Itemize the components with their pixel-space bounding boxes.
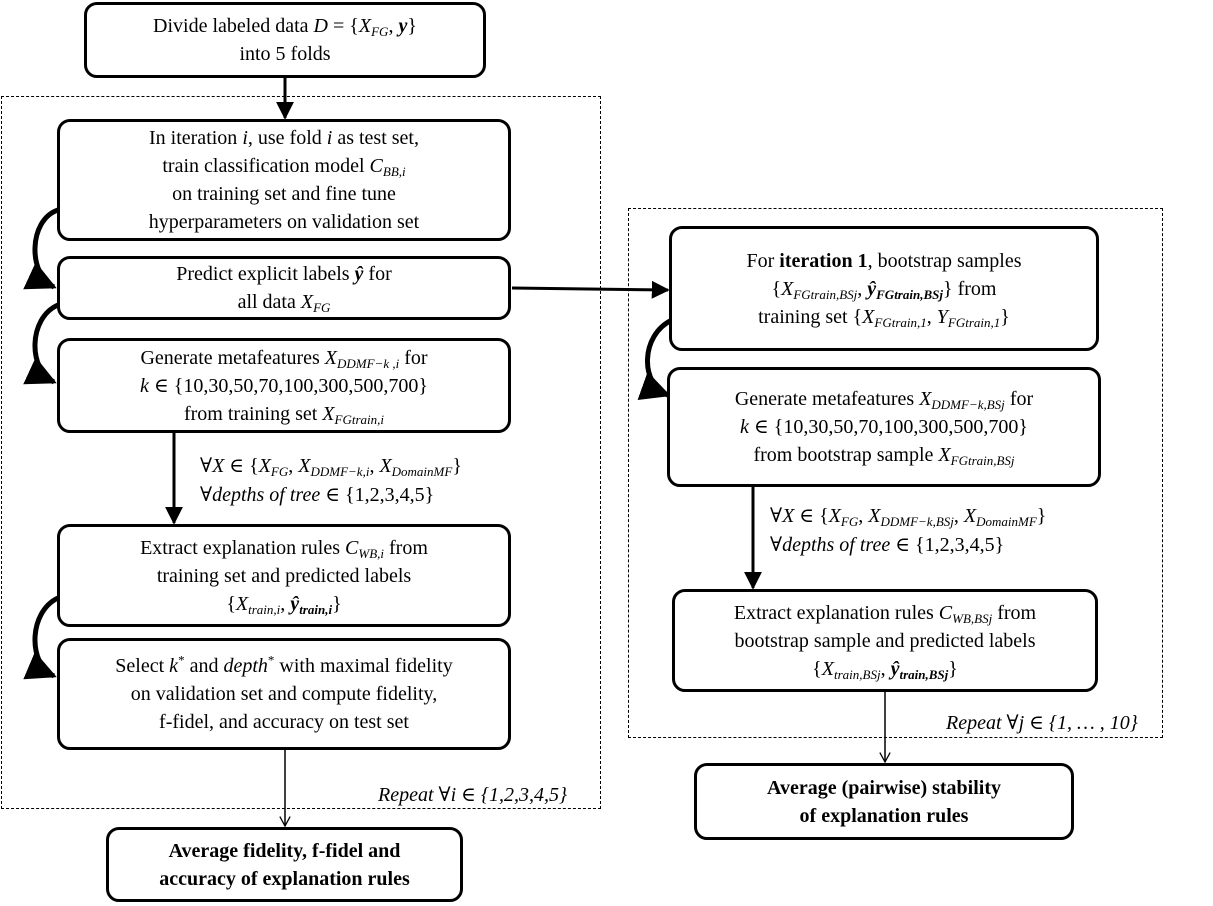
- select-hyperparameters-box: Select k* and depth* with maximal fidelity on validation set and compute fidelity, f-fidel, and accuracy on test set: [57, 638, 511, 750]
- train-model-box: In iteration i, use fold i as test set, train classification model $C_{BB,i}$ on training set and fine tune hyperparameters on validation set: [57, 119, 511, 241]
- average-fidelity-box: Average fidelity, f-fidel and accuracy of explanation rules: [106, 827, 463, 902]
- left-iteration-note: ∀X ∈ {$X_{FG}$, $X_{DDMF-k,i}$, $X_{DomainMF}$} ∀depths of tree ∈ {1,2,3,4,5}: [200, 455, 462, 506]
- right-repeat-label: Repeat ∀j ∈ {1, … , 10}: [946, 712, 1138, 734]
- extract-rules-bootstrap-box: Extract explanation rules $C_{WB,BSj}$ from bootstrap sample and predicted labels {$X_{train,BSj}$, $ŷ_{train,BSj}$}: [672, 589, 1098, 692]
- bootstrap-samples-box: For iteration 1, bootstrap samples {$X_{FGtrain,BSj}$, $ŷ_{FGtrain,BSj}$} from training set {$X_{FGtrain,1}$, $Y_{FGtrain,1}$}: [669, 226, 1099, 351]
- right-iteration-note: ∀X ∈ {$X_{FG}$, $X_{DDMF-k,BSj}$, $X_{DomainMF}$} ∀depths of tree ∈ {1,2,3,4,5}: [770, 505, 1047, 556]
- left-repeat-label: Repeat ∀i ∈ {1,2,3,4,5}: [378, 784, 567, 806]
- generate-metafeatures-bootstrap-box: Generate metafeatures $X_{DDMF-k,BSj}$ for k ∈ {10,30,50,70,100,300,500,700} from bootstrap sample $X_{FGtrain,BSj}$: [667, 367, 1101, 487]
- generate-metafeatures-box: Generate metafeatures $X_{DDMF-k ,i}$ for k ∈ {10,30,50,70,100,300,500,700} from training set $X_{FGtrain,i}$: [57, 338, 511, 433]
- predict-labels-box: Predict explicit labels ŷ for all data $X_{FG}$: [57, 256, 511, 320]
- extract-rules-box: Extract explanation rules $C_{WB,i}$ from training set and predicted labels {$X_{train,i}$, $ŷ_{train,i}$}: [57, 524, 511, 627]
- divide-data-box: Divide labeled data $D = \{X_{FG}$, y} into 5 folds: [84, 2, 486, 78]
- average-stability-box: Average (pairwise) stability of explanation rules: [694, 763, 1074, 840]
